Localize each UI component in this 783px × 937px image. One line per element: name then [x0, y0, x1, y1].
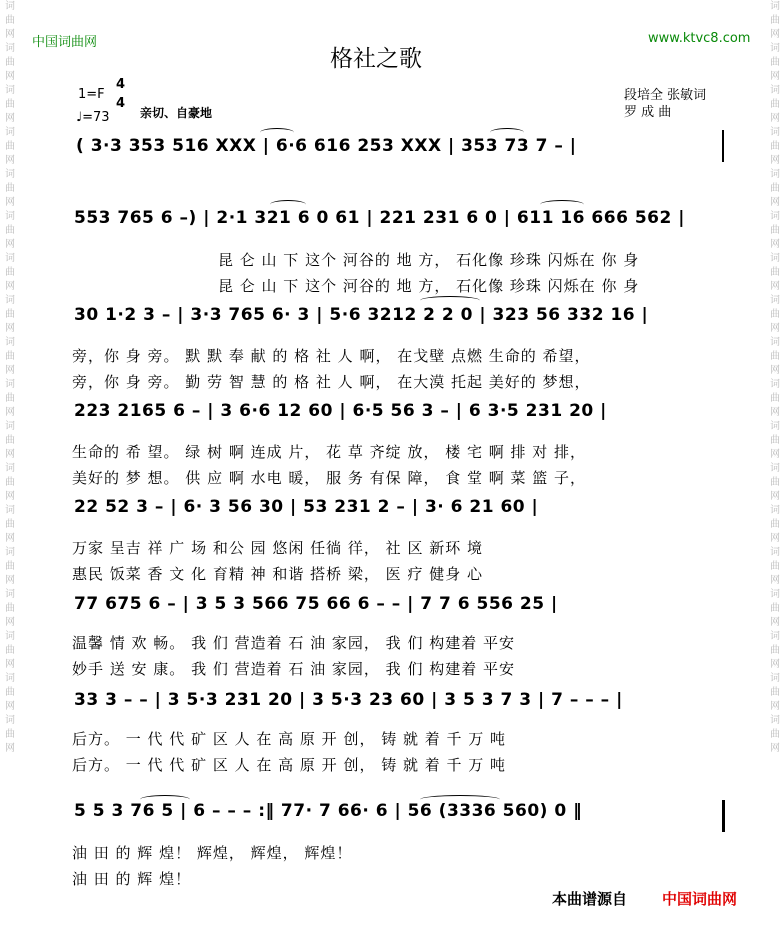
lyric-row-3-verse-1: 旁，你 身 旁。 默 默 奉 献 的 格 社 人 啊， 在戈壁 点燃 生命的 希望， [72, 347, 591, 365]
notation-row-1: ( 3·3 353 516 XXX | 6·6 616 253 XXX | 353 73 7 – | [76, 136, 577, 156]
lyric-row-5-verse-1: 万家 呈吉 祥 广 场 和公 园 悠闲 任徜 徉， 社 区 新环 境 [72, 539, 483, 557]
slur [420, 795, 500, 804]
slur [140, 795, 190, 804]
footer-source-label: 本曲谱源自 [552, 890, 628, 908]
slur [260, 128, 294, 137]
footer-site-link[interactable]: 中国词曲网 [662, 890, 738, 908]
site-name-top-left[interactable]: 中国词曲网 [32, 35, 98, 50]
notation-row-6: 77 675 6 – | 3 5 3 566 75 66 6 – – | 7 7 6 556 25 | [74, 594, 558, 614]
lyric-row-8-verse-2: 油 田 的 辉 煌！ [72, 870, 192, 888]
lyric-row-4-verse-2: 美好的 梦 想。 供 应 啊 水电 暖， 服 务 有保 障， 食 堂 啊 菜 篮 子， [72, 469, 587, 487]
notation-row-8: 5 5 3 76 5 | 6 – – – :‖ 77· 7 66· 6 | 56 (3336 560) 0 ‖ [74, 801, 583, 821]
lyric-row-2-verse-1: 昆 仑 山 下 这个 河谷的 地 方， 石化像 珍珠 闪烁在 你 身 [218, 251, 640, 269]
site-url-top-right[interactable]: www.ktvc8.com [648, 31, 751, 46]
slur [420, 296, 480, 305]
lyric-row-5-verse-2: 惠民 饭菜 香 文 化 育精 神 和谐 搭桥 梁， 医 疗 健身 心 [72, 565, 483, 583]
lyric-row-2-verse-2: 昆 仑 山 下 这个 河谷的 地 方， 石化像 珍珠 闪烁在 你 身 [218, 277, 640, 295]
lyric-row-4-verse-1: 生命的 希 望。 绿 树 啊 连成 片， 花 草 齐绽 放， 楼 宅 啊 排 对 排， [72, 443, 587, 461]
time-signature-top: 4 [116, 77, 126, 92]
lyric-row-6-verse-1: 温馨 情 欢 畅。 我 们 营造着 石 油 家园， 我 们 构建着 平安 [72, 634, 515, 652]
slur [540, 200, 584, 209]
lyric-row-3-verse-2: 旁，你 身 旁。 勤 劳 智 慧 的 格 社 人 啊， 在大漠 托起 美好的 梦想， [72, 373, 591, 391]
page-title: 格社之歌 [330, 46, 422, 72]
lyric-row-8-verse-1: 油 田 的 辉 煌！ 辉煌， 辉煌， 辉煌！ [72, 844, 353, 862]
barline [722, 130, 724, 162]
key-signature: 1=F [78, 87, 105, 102]
slur [270, 200, 306, 209]
notation-row-3: 30 1·2 3 – | 3·3 765 6· 3 | 5·6 3212 2 2 0 | 323 56 332 16 | [74, 305, 649, 325]
left-watermark-strip: 词曲网词曲网词曲网词曲网词曲网词曲网词曲网词曲网词曲网词曲网词曲网词曲网词曲网词曲网词曲网词曲网词曲网词曲网 [5, 1, 15, 754]
lyric-row-6-verse-2: 妙手 送 安 康。 我 们 营造着 石 油 家园， 我 们 构建着 平安 [72, 660, 515, 678]
expression-marking: 亲切、自豪地 [140, 106, 213, 120]
notation-row-7: 33 3 – – | 3 5·3 231 20 | 3 5·3 23 60 | 3 5 3 7 3 | 7 – – – | [74, 690, 623, 710]
lyric-row-7-verse-1: 后方。 一 代 代 矿 区 人 在 高 原 开 创， 铸 就 着 千 万 吨 [72, 730, 507, 748]
notation-row-2: 553 765 6 –) | 2·1 321 6 0 61 | 221 231 6 0 | 611 16 666 562 | [74, 208, 685, 228]
right-watermark-strip: 词曲网词曲网词曲网词曲网词曲网词曲网词曲网词曲网词曲网词曲网词曲网词曲网词曲网词曲网词曲网词曲网词曲网词曲网 [770, 1, 780, 754]
composer-credit: 罗 成 曲 [624, 105, 672, 120]
lyric-row-7-verse-2: 后方。 一 代 代 矿 区 人 在 高 原 开 创， 铸 就 着 千 万 吨 [72, 756, 507, 774]
slur [490, 128, 524, 137]
lyricist-credit: 段培全 张敏词 [624, 88, 707, 103]
time-signature-bottom: 4 [116, 96, 126, 111]
tempo-marking: ♩=73 [76, 110, 110, 125]
notation-row-5: 22 52 3 – | 6· 3 56 30 | 53 231 2 – | 3· 6 21 60 | [74, 497, 539, 517]
final-barline [722, 800, 725, 832]
notation-row-4: 223 2165 6 – | 3 6·6 12 60 | 6·5 56 3 – | 6 3·5 231 20 | [74, 401, 607, 421]
